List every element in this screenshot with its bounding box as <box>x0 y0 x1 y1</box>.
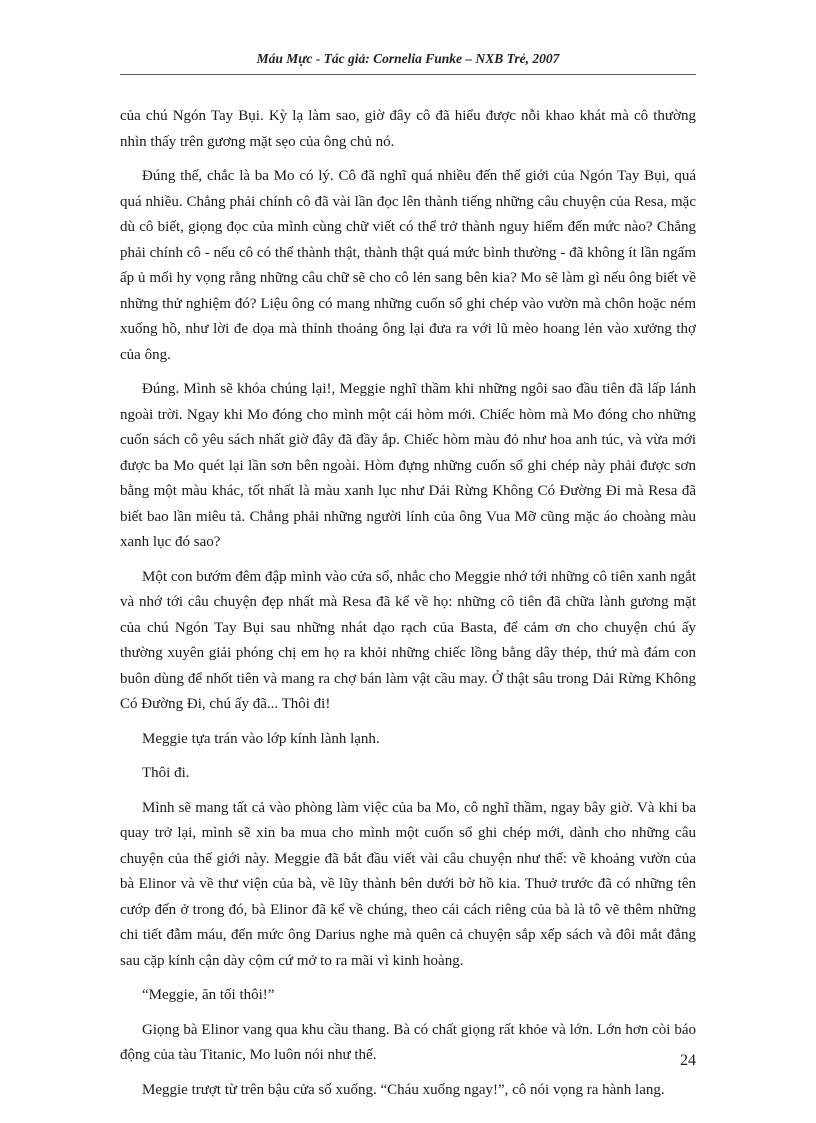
paragraph: Meggie tựa trán vào lớp kính lành lạnh. <box>142 730 380 747</box>
paragraph: Giọng bà Elinor vang qua khu cầu thang. Bà có chất giọng rất khỏe và lớn. Lớn hơn còi báo động của tàu Titanic, Mo luôn nói như thế. <box>120 1021 696 1063</box>
paragraph-continued: của chú Ngón Tay Bụi. Kỳ lạ làm sao, giờ đây cô đã hiểu được nỗi khao khát mà cô thường nhìn thấy trên gương mặt sẹo của ông chủ nó. <box>120 108 696 150</box>
paragraph: Mình sẽ mang tất cả vào phòng làm việc của ba Mo, cô nghĩ thầm, ngay bây giờ. Và khi ba quay trở lại, mình sẽ xin ba mua cho mình một cuốn sổ ghi chép mới, dành cho những câu chuyện của thế giới này. Meggie đã bắt đầu viết vài câu chuyện như thế: về khoảng vườn của bà Elinor và về thư viện của bà, về lũy thành bên dưới bờ hồ kia. Thuở trước đã có những tên cướp đến ở trong đó, bà Elinor đã kể về chúng, theo cái cách riêng của bà là tô vẽ thêm những chi tiết đẫm máu, đến mức ông Darius nghe mà quên cả chuyện sắp xếp sách và đôi mắt đẳng sau cặp kính cận dày cộm cứ mở to ra mãi vì kinh hoàng. <box>120 799 696 969</box>
paragraph: Đúng. Mình sẽ khóa chúng lại!, Meggie nghĩ thầm khi những ngôi sao đầu tiên đã lấp lánh ngoài trời. Ngay khi Mo đóng cho mình một cái hòm mới. Chiếc hòm mà Mo đóng cho những cuốn sách cô yêu sách nhất giờ đây đã đầy ắp. Chiếc hòm màu đỏ như hoa anh túc, và vừa mới được ba Mo quét lại lần sơn bên ngoài. Hòm đựng những cuốn sổ ghi chép này phải được sơn bằng một màu khác, tốt nhất là màu xanh lục như Dải Rừng Không Có Đường Đi mà Resa đã biết bao lần miêu tả. Chẳng phải những người lính của ông Vua Mỡ cũng mặc áo choàng màu xanh lục đó sao? <box>120 381 696 550</box>
paragraph: Meggie trượt từ trên bậu cửa sổ xuống. “Cháu xuống ngay!”, cô nói vọng ra hành lang. <box>142 1081 665 1098</box>
paragraph: Đúng thế, chắc là ba Mo có lý. Cô đã nghĩ quá nhiều đến thế giới của Ngón Tay Bụi, quá quá nhiều. Chẳng phải chính cô đã vài lần đọc lên thành tiếng những câu chuyện của Resa, mặc dù cô biết, giọng đọc của mình cùng chữ viết có thể trở thành nguy hiểm đến mức nào? Chẳng phải chính cô - nếu cô có thể thành thật, thành thật quá mức bình thường - đã không ít lần ngấm ấp ủ mối hy vọng rằng những câu chữ sẽ cho cô lẻn sang bên kia? Mo sẽ làm gì nếu ông biết về những thử nghiệm đó? Liệu ông có mang những cuốn sổ ghi chép vào vườn mà chôn hoặc ném xuống hồ, như lời đe dọa mà thỉnh thoảng ông lại đưa ra với lũ mèo hoang lẻn vào xưởng thợ của ông. <box>120 168 696 363</box>
page-number: 24 <box>680 1052 696 1069</box>
running-header: Máu Mực - Tác giả: Cornelia Funke – NXB Trẻ, 2007 <box>256 51 560 66</box>
body-text <box>120 104 696 1112</box>
paragraph: Một con bướm đêm đập mình vào cửa sổ, nhắc cho Meggie nhớ tới những cô tiên xanh ngắt và nhớ tới câu chuyện đẹp nhất mà Resa đã kể về họ: những cô tiên đã chữa lành gương mặt của chú Ngón Tay Bụi sau những nhát dạo rạch của Basta, để cảm ơn cho chuyện chú ấy thường xuyên giải phóng chị em họ ra khỏi những chiếc lồng bằng dây thép, thứ mà đám con buôn dùng để nhốt tiên và mang ra chợ bán làm vật cầu may. Ở thật sâu trong Dải Rừng Không Có Đường Đi, chú ấy đã... Thôi đi! <box>120 568 696 712</box>
header-rule <box>120 74 696 75</box>
paragraph: Thôi đi. <box>142 765 190 781</box>
paragraph: “Meggie, ăn tối thôi!” <box>142 987 275 1003</box>
